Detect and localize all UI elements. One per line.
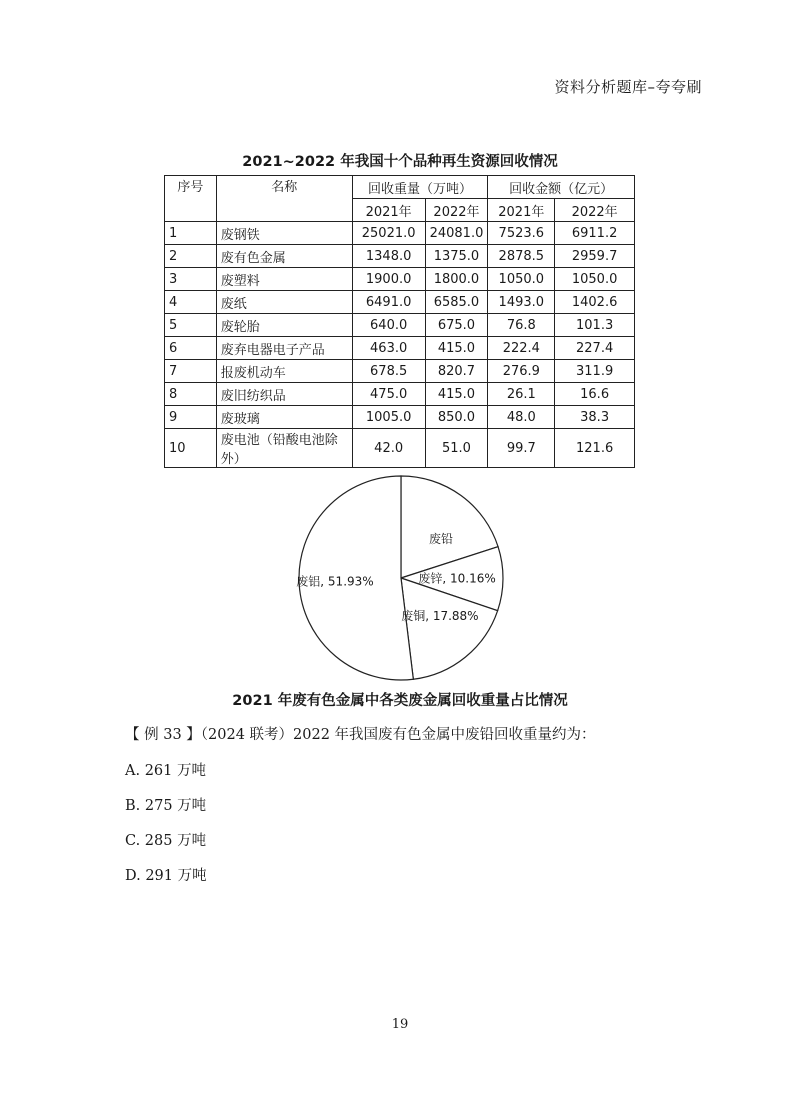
cell-value: 475.0 <box>352 383 425 406</box>
cell-value: 42.0 <box>352 429 425 468</box>
pie-label-4: 废铝, 51.93% <box>296 574 374 589</box>
cell-value: 48.0 <box>488 406 555 429</box>
question-text: 【 例 33 】（2024 联考）2022 年我国废有色金属中废铅回收重量约为： <box>125 727 596 743</box>
table-title: 2021~2022 年我国十个品种再生资源回收情况 <box>242 154 558 170</box>
cell-value: 26.1 <box>488 383 555 406</box>
cell-value: 1050.0 <box>488 268 555 291</box>
cell-value: 6491.0 <box>352 291 425 314</box>
table-row <box>165 360 635 383</box>
cell-value: 1402.6 <box>555 291 635 314</box>
cell-name: 废旧纺织品 <box>216 383 352 406</box>
cell-value: 227.4 <box>555 337 635 360</box>
table-row <box>165 245 635 268</box>
table-row <box>165 429 635 468</box>
cell-name: 废电池（铅酸电池除外） <box>216 429 352 468</box>
cell-name: 废钢铁 <box>216 222 352 245</box>
cell-value: 1800.0 <box>425 268 488 291</box>
table-row <box>165 268 635 291</box>
page-header: 资料分析题库–夸夸刷 <box>554 78 702 96</box>
cell-value: 1900.0 <box>352 268 425 291</box>
table-row <box>165 291 635 314</box>
cell-value: 1005.0 <box>352 406 425 429</box>
option-c[interactable]: C. 285 万吨 <box>125 833 207 849</box>
cell-value: 1375.0 <box>425 245 488 268</box>
header-amount-2021: 2021年 <box>488 199 555 222</box>
cell-value: 678.5 <box>352 360 425 383</box>
cell-value: 121.6 <box>555 429 635 468</box>
cell-value: 1050.0 <box>555 268 635 291</box>
cell-value: 76.8 <box>488 314 555 337</box>
pie-title: 2021 年废有色金属中各类废金属回收重量占比情况 <box>232 693 568 709</box>
header-amount-2022: 2022年 <box>555 199 635 222</box>
cell-index: 2 <box>165 245 217 268</box>
cell-value: 276.9 <box>488 360 555 383</box>
cell-value: 25021.0 <box>352 222 425 245</box>
cell-index: 3 <box>165 268 217 291</box>
cell-name: 废纸 <box>216 291 352 314</box>
cell-value: 640.0 <box>352 314 425 337</box>
cell-index: 1 <box>165 222 217 245</box>
cell-index: 5 <box>165 314 217 337</box>
pie-label-3: 废铜, 17.88% <box>401 608 479 623</box>
cell-index: 10 <box>165 429 217 468</box>
header-weight-2021: 2021年 <box>352 199 425 222</box>
cell-index: 7 <box>165 360 217 383</box>
cell-value: 1493.0 <box>488 291 555 314</box>
header-name: 名称 <box>216 176 352 222</box>
cell-value: 6585.0 <box>425 291 488 314</box>
cell-value: 2959.7 <box>555 245 635 268</box>
pie-label-1: 废铅 <box>429 531 454 546</box>
header-amount: 回收金额（亿元） <box>488 176 635 199</box>
cell-index: 4 <box>165 291 217 314</box>
cell-value: 463.0 <box>352 337 425 360</box>
table-row <box>165 406 635 429</box>
pie-chart <box>296 473 506 683</box>
table-row <box>165 337 635 360</box>
cell-value: 6911.2 <box>555 222 635 245</box>
cell-name: 废轮胎 <box>216 314 352 337</box>
cell-value: 7523.6 <box>488 222 555 245</box>
cell-value: 1348.0 <box>352 245 425 268</box>
cell-name: 报废机动车 <box>216 360 352 383</box>
cell-value: 675.0 <box>425 314 488 337</box>
cell-value: 51.0 <box>425 429 488 468</box>
cell-value: 16.6 <box>555 383 635 406</box>
cell-value: 222.4 <box>488 337 555 360</box>
pie-label-2: 废锌, 10.16% <box>418 571 496 586</box>
header-weight: 回收重量（万吨） <box>352 176 488 199</box>
option-d[interactable]: D. 291 万吨 <box>125 868 207 884</box>
option-a[interactable]: A. 261 万吨 <box>125 763 206 779</box>
cell-value: 820.7 <box>425 360 488 383</box>
cell-index: 6 <box>165 337 217 360</box>
table-row <box>165 222 635 245</box>
cell-value: 415.0 <box>425 383 488 406</box>
header-weight-2022: 2022年 <box>425 199 488 222</box>
cell-value: 415.0 <box>425 337 488 360</box>
cell-value: 311.9 <box>555 360 635 383</box>
cell-value: 38.3 <box>555 406 635 429</box>
cell-value: 2878.5 <box>488 245 555 268</box>
option-b[interactable]: B. 275 万吨 <box>125 798 207 814</box>
table-row <box>165 383 635 406</box>
recycling-table <box>164 175 635 468</box>
cell-value: 24081.0 <box>425 222 488 245</box>
cell-name: 废有色金属 <box>216 245 352 268</box>
page-number: 19 <box>391 1017 409 1032</box>
cell-index: 9 <box>165 406 217 429</box>
cell-value: 850.0 <box>425 406 488 429</box>
cell-value: 101.3 <box>555 314 635 337</box>
cell-index: 8 <box>165 383 217 406</box>
cell-name: 废玻璃 <box>216 406 352 429</box>
cell-value: 99.7 <box>488 429 555 468</box>
cell-name: 废塑料 <box>216 268 352 291</box>
cell-name: 废弃电器电子产品 <box>216 337 352 360</box>
table-row <box>165 314 635 337</box>
header-index: 序号 <box>165 176 217 222</box>
